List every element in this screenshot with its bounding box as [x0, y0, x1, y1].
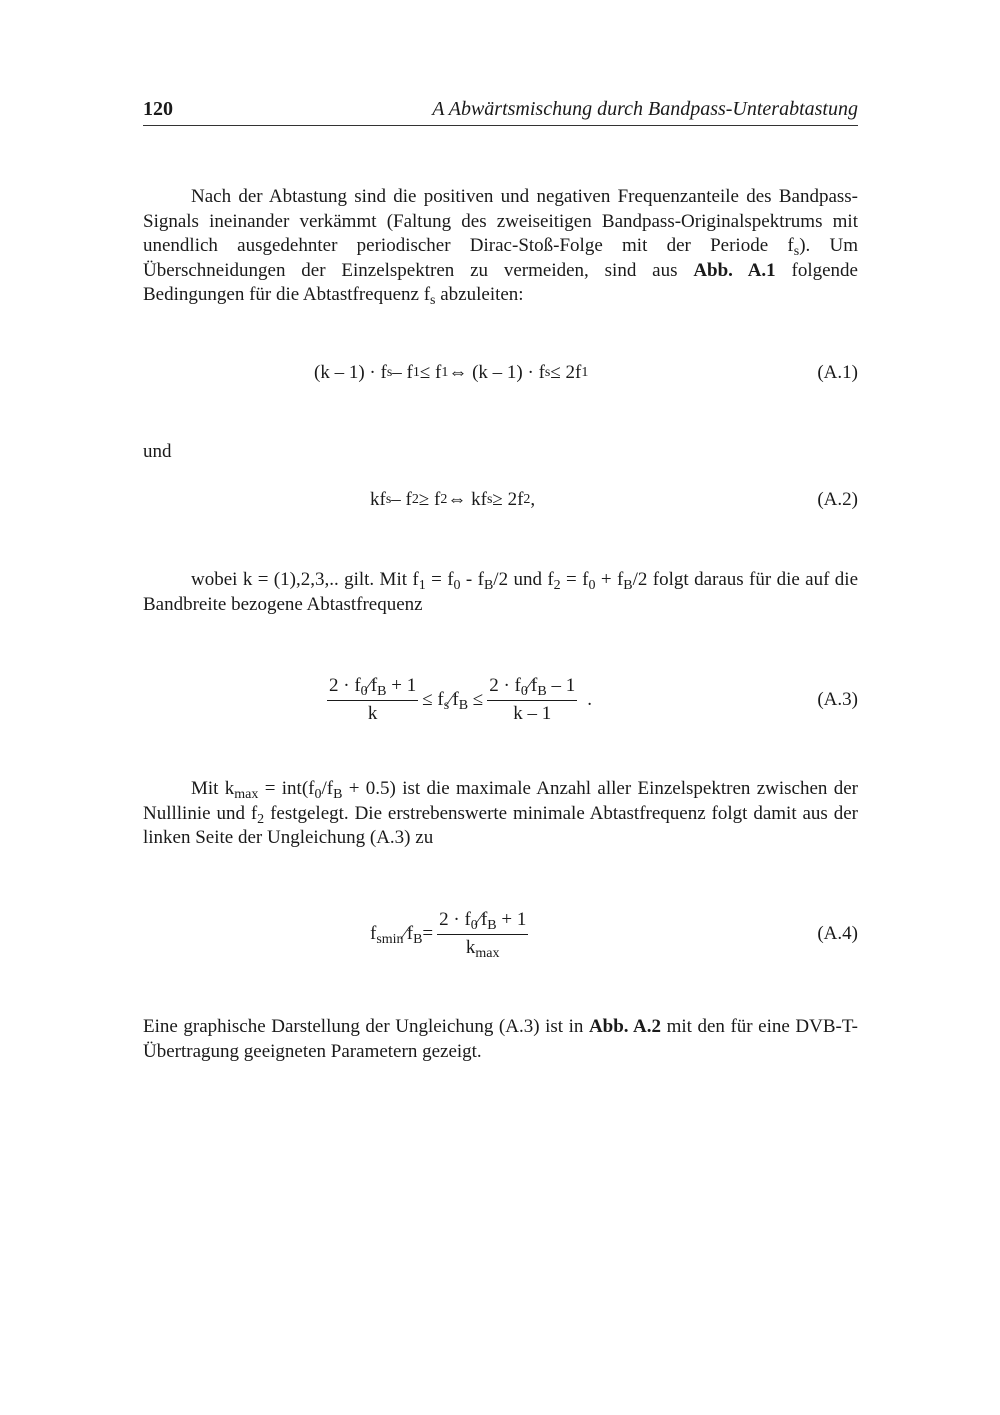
running-title: A Abwärtsmischung durch Bandpass-Unterabtastung	[432, 98, 858, 120]
equation-a3-body: $\frac{2 \cdot f_0⁄f_B + 1}{k}$ ≤ $f_s⁄f_B$ ≤ $\frac{2 \cdot f_0⁄f_B - 1}{k - 1}$ .	[329, 675, 592, 724]
equation-a3	[143, 670, 858, 730]
equation-number: (A.1)	[817, 362, 858, 383]
equation-a1	[143, 343, 858, 403]
paragraph-wobei: wobei k = (1),2,3,.. gilt. Mit $f_1 = f_0 - f_B/2$ und $f_2 = f_0 + f_B/2$ folgt daraus für die auf die Bandbreite bezogene Abtastfrequenz	[143, 569, 859, 615]
fraction-left: $\frac{2 \cdot f_0⁄f_B + 1}{k}$	[329, 675, 417, 724]
paragraph-graphische-darstellung: Eine graphische Darstellung der Ungleichung (A.3) ist in Abb. A.2 mit den für eine DVB-T-Übertragung geeigneten Parametern gezeigt.	[143, 1016, 859, 1062]
equation-number: (A.3)	[817, 689, 858, 710]
equation-a1-body: (k – 1) · f s – f 1 ≤ f 1 ⇔ (k – 1) · f s ≤ 2f 1	[314, 362, 589, 383]
equation-number: (A.4)	[817, 923, 858, 944]
connector-und: und	[143, 441, 172, 462]
page-number: 120	[143, 98, 173, 120]
fraction-fsmin: $\frac{2 \cdot f_0⁄f_B + 1}{k_{max}}$	[439, 909, 527, 961]
equation-number: (A.2)	[817, 489, 858, 510]
equation-a2	[143, 470, 858, 530]
figure-reference-a2: Abb. A.2	[588, 1016, 662, 1037]
equation-a2-body: kf s – f 2 ≥ f 2 ⇔ kf s ≥ 2f 2 ,	[370, 489, 536, 510]
figure-reference-a1: Abb. A.1	[693, 259, 776, 281]
equation-a4-body: $f_{smin}⁄f_B$ = $\frac{2 \cdot f_0⁄f_B + 1}{k_{max}}$	[370, 909, 527, 961]
equation-a4	[143, 904, 858, 964]
page-header	[143, 98, 858, 126]
paragraph-kmax: Mit $k_{max} = int(f_0/f_B + 0.5)$ ist die maximale Anzahl aller Einzelspektren zwischen der Nulllinie und $f_2$ festgelegt. Die erstrebenswerte minimale Abtastfrequenz folgt damit aus der linken Seite der Ungleichung (A.3) zu	[143, 778, 858, 848]
fraction-right: $\frac{2 \cdot f_0⁄f_B - 1}{k - 1}$	[489, 675, 576, 724]
paragraph-abtastung: Nach der Abtastung sind die positiven und negativen Frequenzanteile des Bandpass-Signals ineinander verkämmt (Faltung des zweiseitigen Bandpass-Originalspektrums mit unendlich ausgedehnter periodischer Dirac-Stoß-Folge mit der Periode $f_s$). Um Überschneidungen der Einzelspektren zu vermeiden, sind aus Abb. A.1 folgende Bedingungen für die Abtastfrequenz $f_s$ abzuleiten:	[143, 186, 859, 308]
